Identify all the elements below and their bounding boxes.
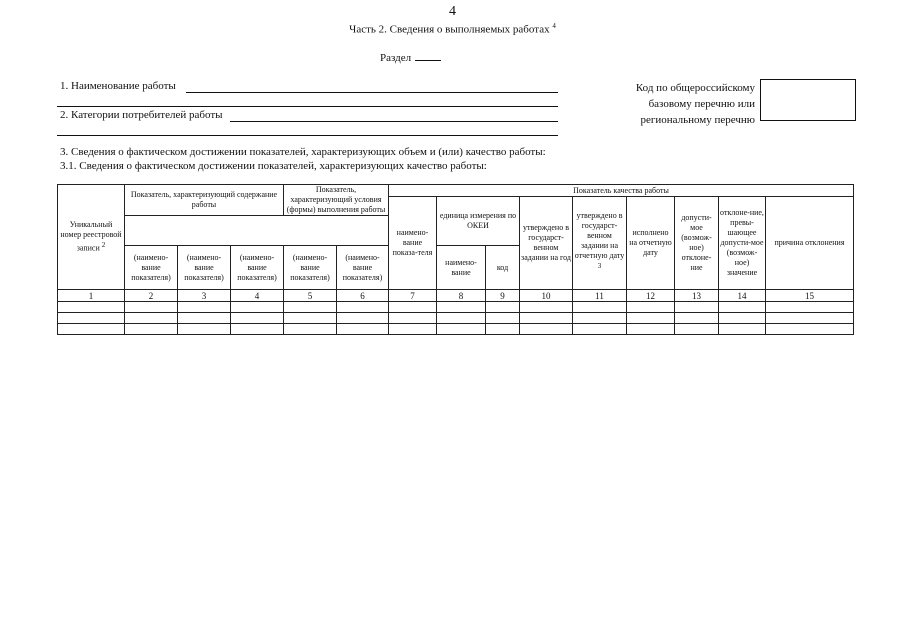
razdel-label: Раздел: [380, 52, 412, 64]
consumers-line-2[interactable]: [57, 135, 558, 136]
work-name-line[interactable]: [186, 92, 558, 93]
col-num: 14: [719, 290, 766, 302]
header-sub-name-5: (наимено-вание показателя): [284, 246, 337, 290]
code-box[interactable]: [760, 79, 856, 121]
page-number: 4: [449, 4, 456, 19]
header-exceeding-deviation: отклоне-ние, превы-шающее допусти-мое (возмож-ное) значение: [719, 197, 766, 290]
header-sub-name-4: (наимено-вание показателя): [231, 246, 284, 290]
header-sub-name-2: (наимено-вание показателя): [125, 246, 178, 290]
col-num: 2: [125, 290, 178, 302]
col-num: 12: [627, 290, 675, 302]
col-num: 3: [178, 290, 231, 302]
header-content: Показатель, характеризующий содержание работы: [125, 185, 284, 216]
header-unit-name: наимено-вание: [437, 246, 486, 290]
consumers-line[interactable]: [230, 121, 558, 122]
header-unit-code: код: [486, 246, 520, 290]
header-approved-date: утверждено в государст-венном задании на отчетную дату $^3$: [573, 197, 627, 290]
col-num: 4: [231, 290, 284, 302]
header-reason: причина отклонения: [766, 197, 854, 290]
col-num: 10: [520, 290, 573, 302]
col-num: 5: [284, 290, 337, 302]
header-sub-name-6: (наимено-вание показателя): [337, 246, 389, 290]
header-unit: единица измерения по ОКЕИ: [437, 197, 520, 246]
work-name-label: 1. Наименование работы: [60, 80, 176, 92]
razdel: [380, 51, 441, 64]
col-num: 13: [675, 290, 719, 302]
part-title: Часть 2. Сведения о выполняемых работах $^4$: [349, 22, 556, 36]
header-indicator-name: наимено-вание показа-теля: [389, 197, 437, 290]
header-conditions: Показатель, характеризующий условия (формы) выполнения работы: [284, 185, 389, 216]
work-name-line-2[interactable]: [57, 106, 558, 107]
col-num: 11: [573, 290, 627, 302]
col-num: 8: [437, 290, 486, 302]
section-3: 3. Сведения о фактическом достижении показателей, характеризующих объем и (или) качество работы:: [60, 146, 546, 158]
table-row[interactable]: [58, 302, 854, 313]
col-num: 9: [486, 290, 520, 302]
header-approved-year: утверждено в государст-венном задании на год: [520, 197, 573, 290]
col-num: 15: [766, 290, 854, 302]
column-numbers-row: [58, 290, 854, 302]
title-footnote: 4: [552, 22, 556, 30]
header-quality: Показатель качества работы: [389, 185, 854, 197]
header-sub-name-3: (наимено-вание показателя): [178, 246, 231, 290]
col-num: 1: [58, 290, 125, 302]
consumers-label: 2. Категории потребителей работы: [60, 109, 223, 121]
header-unique-number: Уникальный номер реестровой записи $^2$: [58, 185, 125, 290]
header-allowed-deviation: допусти-мое (возмож-ное) отклоне-ние: [675, 197, 719, 290]
header-executed: исполнено на отчетную дату: [627, 197, 675, 290]
code-label: Код по общероссийскому базовому перечню или региональному перечню: [635, 82, 755, 126]
col-num: 7: [389, 290, 437, 302]
razdel-blank[interactable]: [415, 51, 441, 61]
quality-table-wrap: [57, 184, 854, 335]
table-row[interactable]: [58, 313, 854, 324]
col-num: 6: [337, 290, 389, 302]
section-3-1: 3.1. Сведения о фактическом достижении показателей, характеризующих качество работы:: [60, 160, 487, 172]
table-row[interactable]: [58, 324, 854, 335]
quality-table: [57, 184, 854, 335]
